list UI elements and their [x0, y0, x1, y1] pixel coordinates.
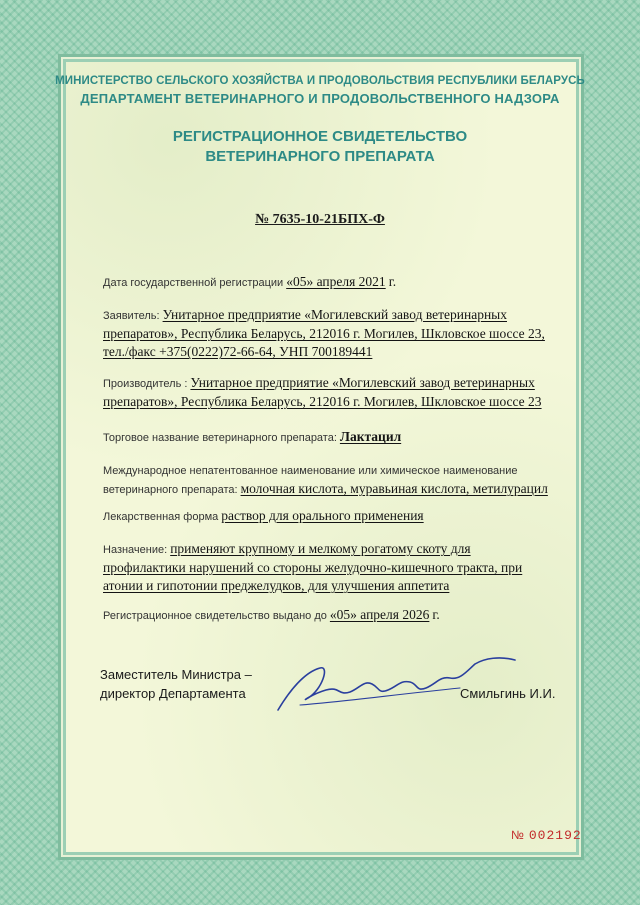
- valid-until-label: Регистрационное свидетельство выдано до: [103, 610, 327, 622]
- purpose-field: [103, 540, 598, 595]
- applicant-line-2: препаратов», Республика Беларусь, 212016 г. Могилев, Шкловское шоссе 23,: [103, 326, 545, 341]
- inn-label-line-1: Международное непатентованное наименование или химическое наименование: [103, 465, 518, 477]
- certificate-inner-panel: [66, 62, 576, 852]
- signatory-title-line-2: директор Департамента: [100, 686, 246, 701]
- trade-name-label: Торговое название ветеринарного препарата:: [103, 432, 337, 444]
- valid-until-value: «05» апреля 2026: [329, 607, 430, 622]
- title-line-2: ВЕТЕРИНАРНОГО ПРЕПАРАТА: [205, 148, 435, 165]
- inn-value: молочная кислота, муравьиная кислота, метилурацил: [240, 481, 548, 496]
- serial-number: [511, 828, 582, 843]
- manufacturer-field: [103, 374, 598, 411]
- trade-name-field: [103, 428, 598, 447]
- signatory-title-line-1: Заместитель Министра –: [100, 667, 252, 682]
- ministry-name: МИНИСТЕРСТВО СЕЛЬСКОГО ХОЗЯЙСТВА И ПРОДОВОЛЬСТВИЯ РЕСПУБЛИКИ БЕЛАРУСЬ: [55, 75, 585, 87]
- registration-date-field: [103, 273, 598, 292]
- purpose-line-1: применяют крупному и мелкому рогатому скоту для: [170, 541, 471, 556]
- purpose-line-3: атонии и гипотонии преджелудков, для улучшения аппетита: [103, 578, 450, 593]
- dosage-form-label: Лекарственная форма: [103, 511, 219, 523]
- manufacturer-line-2: препаратов», Республика Беларусь, 212016 г. Могилев, Шкловское шоссе 23: [103, 394, 542, 409]
- purpose-label: Назначение:: [103, 544, 168, 556]
- applicant-line-3: тел./факс +375(0222)72-66-64, УНП 700189441: [103, 344, 373, 359]
- issuer-header: [0, 75, 640, 106]
- department-name: ДЕПАРТАМЕНТ ВЕТЕРИНАРНОГО И ПРОДОВОЛЬСТВЕННОГО НАДЗОРА: [80, 91, 560, 106]
- purpose-line-2: профилактики нарушений со стороны желудочно-кишечного тракта, при: [103, 560, 523, 575]
- inn-label-line-2: ветеринарного препарата:: [103, 484, 238, 496]
- signatory-name: Смильгинь И.И.: [460, 686, 556, 701]
- valid-until-suffix: г.: [432, 607, 440, 622]
- applicant-label: Заявитель:: [103, 310, 160, 322]
- registration-date-suffix: г.: [388, 274, 397, 289]
- applicant-line-1: Унитарное предприятие «Могилевский завод ветеринарных: [162, 307, 507, 322]
- trade-name-value: Лактацил: [339, 429, 402, 444]
- serial-digits: 002192: [528, 828, 582, 843]
- serial-prefix: №: [511, 828, 525, 842]
- title-line-1: РЕГИСТРАЦИОННОЕ СВИДЕТЕЛЬСТВО: [172, 128, 468, 145]
- inn-field: [103, 461, 598, 499]
- dosage-form-field: [103, 507, 598, 526]
- document-title: [0, 127, 640, 167]
- manufacturer-line-1: Унитарное предприятие «Могилевский завод ветеринарных: [190, 375, 535, 390]
- valid-until-field: [103, 606, 598, 625]
- manufacturer-label: Производитель :: [103, 378, 188, 390]
- dosage-form-value: раствор для орального применения: [221, 508, 424, 523]
- registration-date-label: Дата государственной регистрации: [103, 277, 284, 289]
- signatory-title: [100, 665, 252, 703]
- registration-date-value: «05» апреля 2021: [286, 274, 386, 289]
- applicant-field: [103, 306, 598, 361]
- certificate-number: № 7635-10-21БПХ-Ф: [255, 212, 385, 227]
